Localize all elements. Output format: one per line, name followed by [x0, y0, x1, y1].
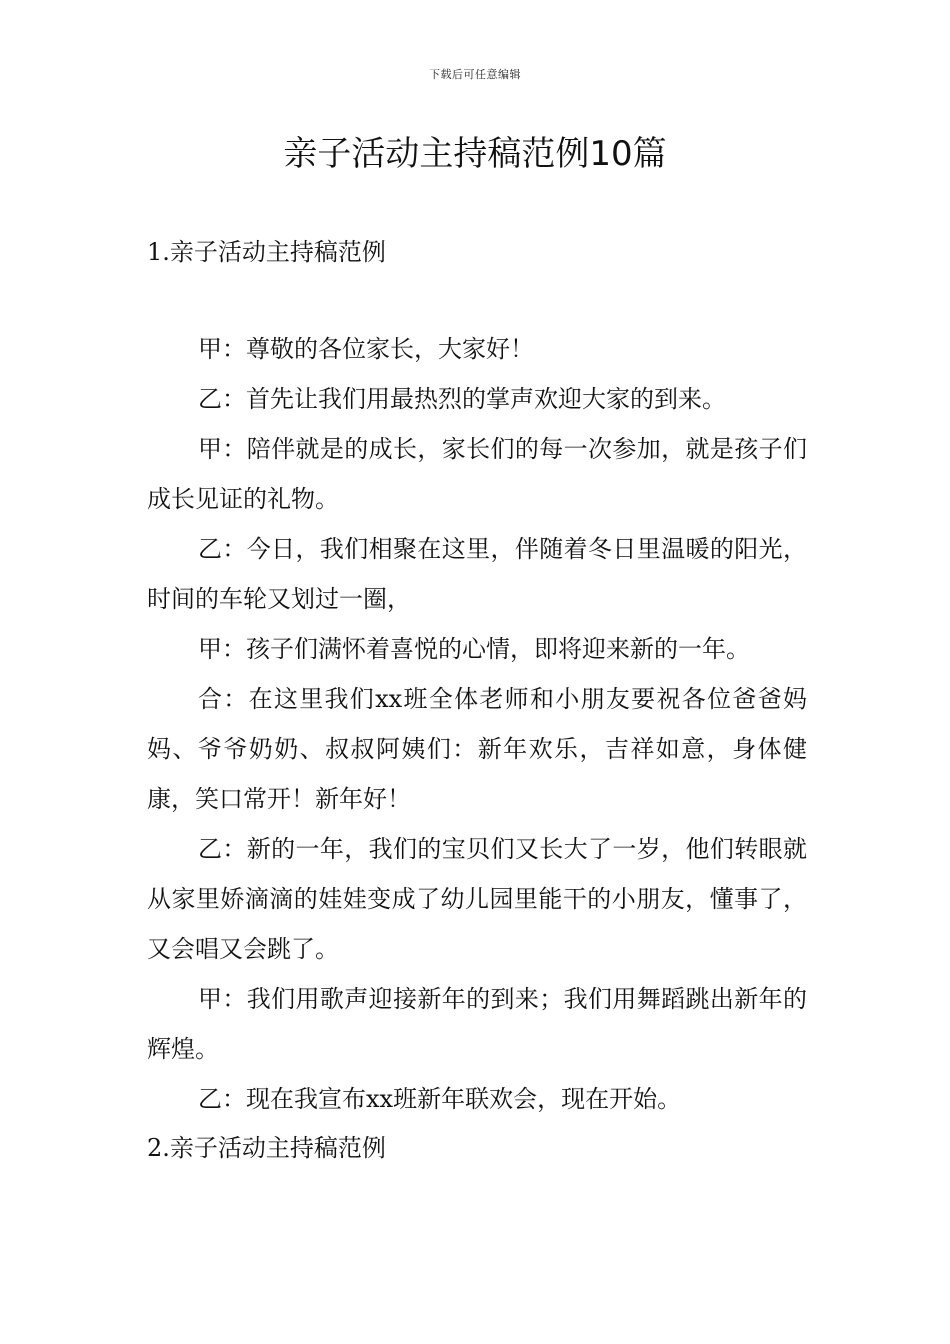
section-heading-1: 1.亲子活动主持稿范例: [147, 238, 386, 266]
paragraph: 乙：首先让我们用最热烈的掌声欢迎大家的到来。: [198, 385, 726, 413]
paragraph: 甲：尊敬的各位家长，大家好！: [198, 335, 534, 363]
paragraph: 乙：新的一年，我们的宝贝们又长大了一岁，他们转眼就从家里娇滴滴的娃娃变成了幼儿园里能干的小朋友，懂事了，又会唱又会跳了。: [147, 835, 807, 963]
paragraph: 甲：陪伴就是的成长，家长们的每一次参加，就是孩子们成长见证的礼物。: [147, 435, 807, 513]
document-title: 亲子活动主持稿范例10篇: [283, 134, 667, 174]
section-1-body: [147, 324, 807, 1124]
header-note: 下载后可任意编辑: [429, 68, 521, 81]
section-heading-2: 2.亲子活动主持稿范例: [147, 1134, 386, 1162]
paragraph: 乙：今日，我们相聚在这里，伴随着冬日里温暖的阳光，时间的车轮又划过一圈，: [147, 535, 807, 613]
paragraph: 甲：我们用歌声迎接新年的到来；我们用舞蹈跳出新年的辉煌。: [147, 985, 807, 1063]
paragraph: 乙：现在我宣布xx班新年联欢会，现在开始。: [198, 1085, 682, 1113]
paragraph: 合：在这里我们xx班全体老师和小朋友要祝各位爸爸妈妈、爷爷奶奶、叔叔阿姨们：新年欢乐，吉祥如意，身体健康，笑口常开！新年好！: [147, 685, 807, 813]
paragraph: 甲：孩子们满怀着喜悦的心情，即将迎来新的一年。: [198, 635, 750, 663]
